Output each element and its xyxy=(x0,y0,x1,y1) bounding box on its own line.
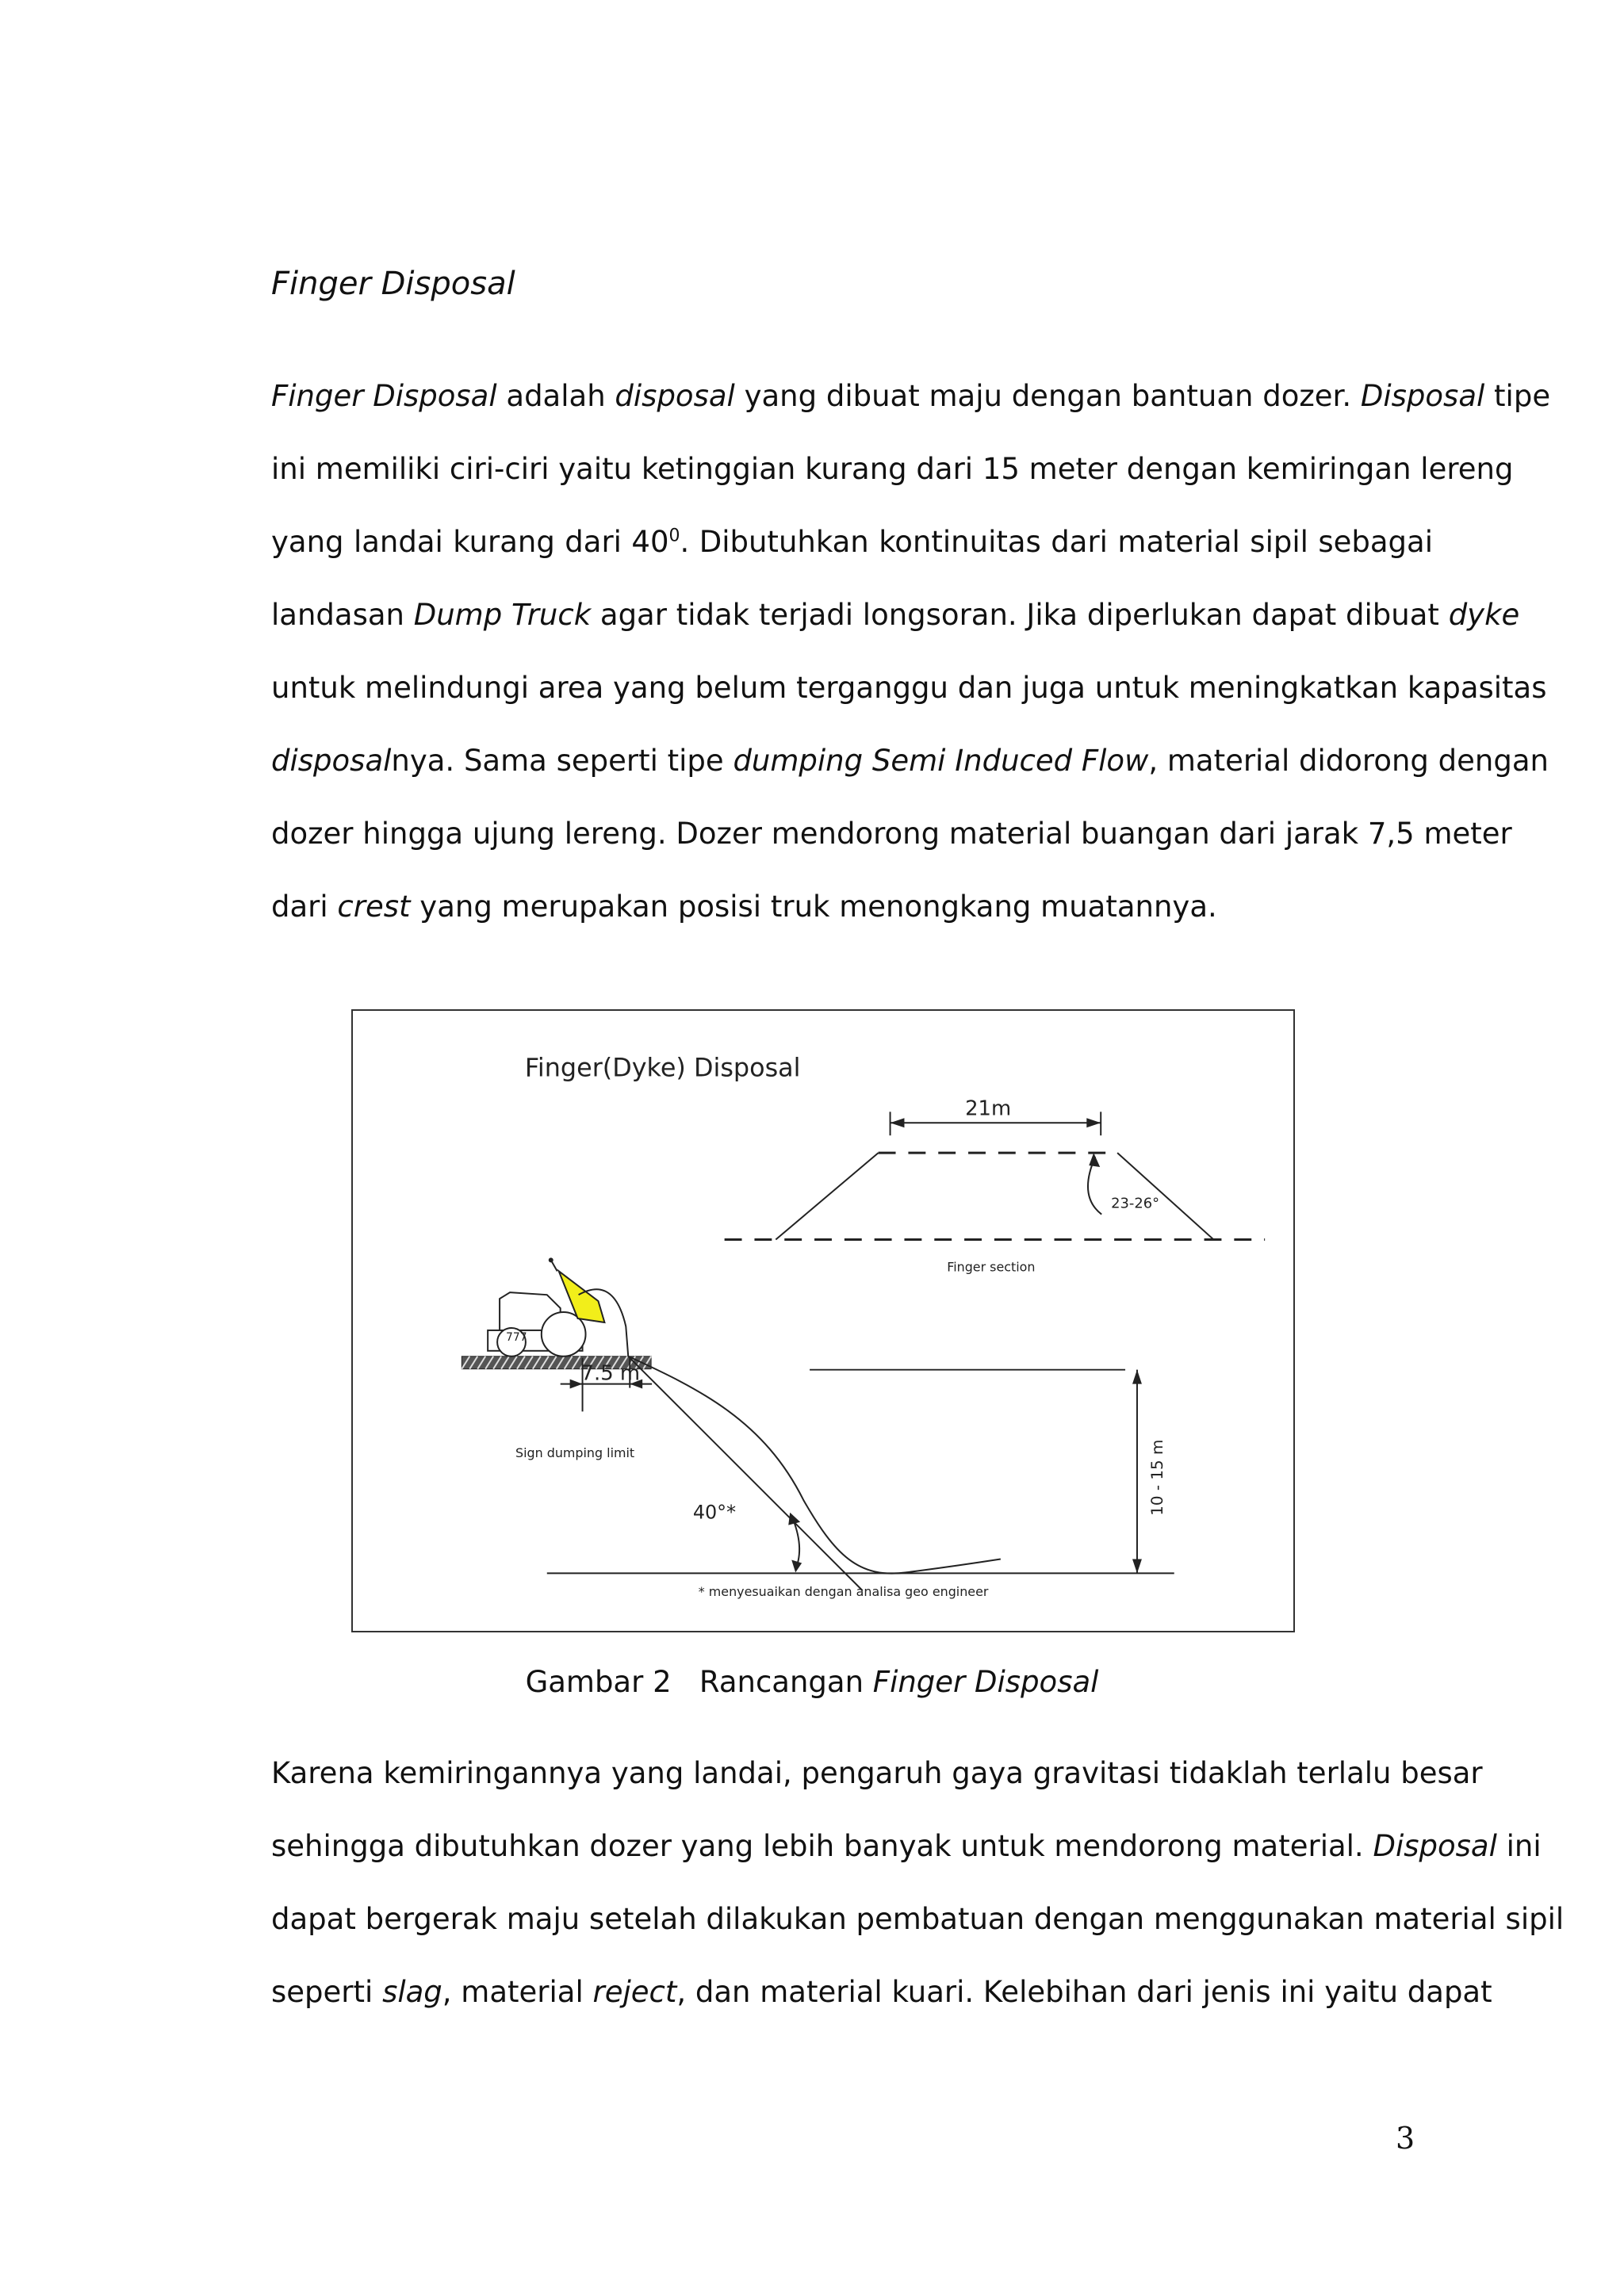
dump-truck-icon xyxy=(488,1257,604,1356)
width-arrow-right xyxy=(1086,1118,1101,1127)
text-run: , material didorong dengan xyxy=(1148,744,1549,778)
term-reject: reject xyxy=(592,1975,677,2009)
slope-angle-label: 40°* xyxy=(692,1501,737,1524)
sign-dumping-label: Sign dumping limit xyxy=(515,1445,635,1461)
term-crest: crest xyxy=(337,890,411,924)
text-run: yang landai kurang dari 40 xyxy=(271,525,669,559)
text-run: ini xyxy=(1496,1829,1542,1863)
slope-line-40 xyxy=(628,1357,862,1590)
text-run: agar tidak terjadi longsoran. Jika diperlukan dapat dibuat xyxy=(591,598,1449,632)
section-angle-arrow xyxy=(1089,1153,1100,1167)
text-run: tipe xyxy=(1484,379,1551,413)
finger-left-slope xyxy=(776,1153,878,1239)
slope-angle-arrow-top xyxy=(788,1513,800,1525)
paragraph-2-line-3: dapat bergerak maju setelah dilakukan pembatuan dengan menggunakan material sipil xyxy=(271,1902,1565,1936)
caption-italic-term: Finger Disposal xyxy=(872,1665,1099,1699)
term-dump-truck: Dump Truck xyxy=(413,598,592,632)
slope-angle-arrow-bottom xyxy=(791,1559,802,1572)
term-finger-disposal: Finger Disposal xyxy=(271,379,497,413)
height-arrow-bottom xyxy=(1132,1559,1142,1573)
text-run: dari xyxy=(271,890,338,924)
term-disposal: Disposal xyxy=(1373,1829,1497,1863)
term-disposal: disposal xyxy=(615,379,735,413)
paragraph-2-line-1: Karena kemiringannya yang landai, pengaruh gaya gravitasi tidaklah terlalu besar xyxy=(271,1756,1483,1790)
paragraph-1-line-3 xyxy=(271,506,1433,579)
caption-prefix: Gambar 2 xyxy=(525,1665,672,1699)
paragraph-1-line-1 xyxy=(271,360,1551,433)
page-number: 3 xyxy=(1396,2121,1415,2156)
text-run: , dan material kuari. Kelebihan dari jenis ini yaitu dapat xyxy=(676,1975,1492,2009)
text-run: , material xyxy=(442,1975,593,2009)
paragraph-1-line-7: dozer hingga ujung lereng. Dozer mendorong material buangan dari jarak 7,5 meter xyxy=(271,817,1512,851)
diagram-title: Finger(Dyke) Disposal xyxy=(524,1052,801,1083)
text-run: sehingga dibutuhkan dozer yang lebih banyak untuk mendorong material. xyxy=(271,1829,1373,1863)
figure-footnote: * menyesuaikan dengan analisa geo engineer xyxy=(698,1584,989,1600)
figure-finger-disposal-diagram xyxy=(351,1009,1295,1632)
text-run: . Dibutuhkan kontinuitas dari material sipil sebagai xyxy=(680,525,1433,559)
text-run: landasan xyxy=(271,598,414,632)
paragraph-1 xyxy=(271,360,1551,943)
paragraph-1-line-2: ini memiliki ciri-ciri yaitu ketinggian kurang dari 15 meter dengan kemiringan lereng xyxy=(271,452,1514,486)
paragraph-1-line-8 xyxy=(271,871,1433,943)
paragraph-1-line-5: untuk melindungi area yang belum terganggu dan juga untuk meningkatkan kapasitas xyxy=(271,671,1547,705)
term-disposal: disposal xyxy=(271,744,392,778)
distance-label: 7.5 m xyxy=(580,1361,641,1386)
paragraph-2-line-4 xyxy=(271,1956,1492,2029)
section-title: Finger Disposal xyxy=(271,266,515,302)
figure-caption xyxy=(0,1660,1624,1705)
paragraph-2 xyxy=(271,1737,1565,2029)
text-run: adalah xyxy=(496,379,615,413)
text-run: yang dibuat maju dengan bantuan dozer. xyxy=(734,379,1361,413)
caption-text: Rancangan xyxy=(699,1665,873,1699)
paragraph-2-line-2 xyxy=(271,1810,1542,1883)
text-run: seperti xyxy=(271,1975,383,2009)
section-label: Finger section xyxy=(947,1259,1036,1275)
term-semi-induced-flow: dumping Semi Induced Flow xyxy=(733,744,1149,778)
height-label: 10 - 15 m xyxy=(1147,1439,1166,1516)
section-angle-label: 23-26° xyxy=(1111,1195,1160,1212)
height-arrow-top xyxy=(1132,1370,1142,1384)
diagram-svg xyxy=(353,1011,1293,1631)
term-disposal: Disposal xyxy=(1360,379,1485,413)
term-slag: slag xyxy=(382,1975,442,2009)
term-dyke: dyke xyxy=(1448,598,1520,632)
paragraph-1-line-4 xyxy=(271,579,1520,652)
material-flow-curve xyxy=(628,1357,1001,1574)
text-run: yang merupakan posisi truk menongkang muatannya. xyxy=(410,890,1217,924)
text-run: nya. Sama seperti tipe xyxy=(391,744,733,778)
width-label: 21m xyxy=(965,1096,1012,1121)
width-arrow-left xyxy=(891,1118,905,1127)
paragraph-1-line-6 xyxy=(271,725,1549,798)
truck-number: 777 xyxy=(506,1330,527,1344)
degree-superscript: 0 xyxy=(668,526,680,546)
